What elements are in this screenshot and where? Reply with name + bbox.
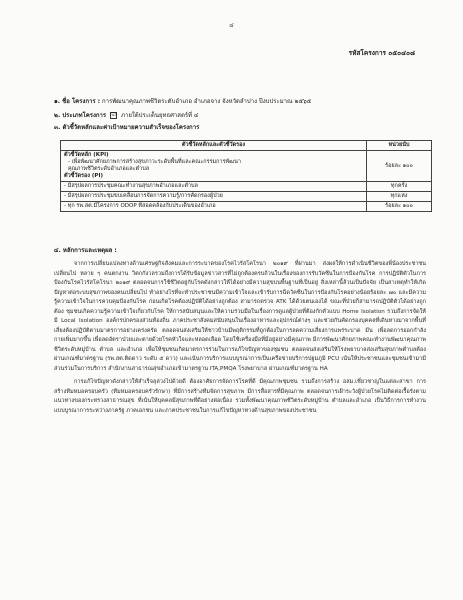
paragraph: จากการเปลี่ยนแปลงทางด้านเศรษฐกิจสังคมและการระบาดของโรคไวรัสโคโรนา ๒๐๑๙ ที่ผ่านมา ส่งผลให้การดำเนินชีวิตของพี่น้องประชาชนเปลี่ยนไป หลาย ๆ คนตกงาน วิตกกังวลรวมถึงการได้รับข้อมูลข่าวสารที่ไม่ถูกต้องครบถ้วนในเรื่องของการรับวัคซีนในการป้องกันโรค การปฏิบัติตัวในการป้องกันโรคไวรัสโคโรนา ๒๐๑๙ ตลอดจนการใช้ชีวิตอยู่กับโรคดังกล่าวให้ได้อย่างมีความสุขบนพื้นฐานที่เป็นอยู่ สิ่งเหล่านี้ล้วนเป็นปัจจัย เป็นสาเหตุทำให้เกิดปัญหาต่อระบบสุขภาพของคนเปลี่ยนไป ทำอย่างไรที่จะทำประชาชนมีความเข้าใจและเข้ารับการฉีดวัคซีนในการป้องกันโรคอย่างน้อยร้อยละ ๗๐ และมีความรู้ความเข้าใจในการควบคุมป้องกันโรค ก่อนเกิดโรคต้องปฏิบัติได้อย่างถูกต้อง สามารถตรวจ ATK ได้ด้วยตนเองได้ ขณะที่ป่วยก็สามารถปฏิบัติตัวได้อย่างถูกต้อง ชุมชนเกิดความรู้ความเข้าใจเกี่ยวกับโรค ให้การสนับสนุนและให้ความร่วมมือในเรื่องการดูแลผู้ป่วยที่ต้องกักตัวแบบ Home Isolation รวมถึงการจัดให้มี Local Isolation องค์กรปกครองส่วนท้องถิ่น ภาคประชาสังคมสนับสนุนในเรื่องอาหารและอุปกรณ์ต่างๆ และช่วยกันคัดกรองบุคคลที่เดินทางมาจากพื้นที่เสี่ยงต้องปฏิบัติตามมาตรการอย่างเคร่งครัด ตลอดจนส่งเสริมให้ชาวบ้านมีพฤติกรรมที่ถูกต้องในการลดความเสี่ยงการแพร่ระบาด มีน เพื่อลดการออกกำลังกายเพิ่มมากขึ้น เพื่อลดอัตราป่วยและตายด้วยโรคหัวใจและหลอดเลือด โดยใช้เครื่องมือที่มีอยู่อย่างมีคุณภาพ มีการพัฒนาศักยภาพคณะทำงานพัฒนาคุณภาพชีวิตระดับหมู่บ้าน ตำบล และอำเภอ เพื่อให้ชุมชนเกิดมาตรการร่วมในการแก้ไขปัญหาของชุมชน ตลอดจนส่งเสริมให้โรงพยาบาลส่งเสริมสุขภาพตำบลต้องผ่านเกณฑ์มาตรฐาน (รพ.สต.ติดดาว ระดับ ๕ ดาว) และเน้นการบริการแบบบูรณาการเป็นเครือข่ายบริการปฐมภูมิ PCU เน้นให้ประชาชนและชุมชนเข้ามามีส่วนร่วมในการบริการ สำนักงานสาธารณสุขอำเภอเข้ามาตรฐาน ITA,PMQA โรงพยาบาล ผ่านเกณฑ์มาตรฐาน HA — [54, 261, 426, 372]
pi-item: - มีสรุปผลการประชุมคณะทำงานสุขภาพอำเภอและตำบล — [61, 182, 367, 192]
table-row — [61, 192, 432, 202]
paragraph: การแก้ไขปัญหาดังกล่าวให้สำเร็จลุล่วงไปด้วยดี ต้องอาศัยการจัดการโรคที่ดี มีคุณภาพชุมชน รวมถึงการสร้าง อสม.เชี่ยวชาญในแต่ละสาขา การสร้างทีมหมอครอบครัว (ทีมหมอครอบครัวรักษา) ที่มีการสร้างทีมจัดการสุขภาพ มีการสื่อสารที่มีคุณภาพ ตลอดจนการเฝ้าระวังผู้ป่วยโรคไม่ติดต่อเรื้อรังตามแนวทางของกระทรวงสาธารณสุข ที่เน้นให้บุคคลมีสุขภาพที่ดีอย่างต่อเนื่อง รวมทั้งพัฒนาคุณภาพชีวิตระดับหมู่บ้าน ตำบลและอำเภอ เป็นวิธีการการทำงานแบบบูรณาการระหว่างภาครัฐ ภาคเอกชน และภาคประชาชนในการแก้ไขปัญหาทางด้านสุขภาพของประชาชน — [54, 379, 426, 414]
section-1-line — [54, 98, 311, 106]
body-text — [54, 260, 426, 416]
project-name: การพัฒนาคุณภาพชีวิตระดับอำเภอ อำเภอจาง จังหวัดลำปาง ปีงบประมาณ ๒๕๖๕ — [101, 98, 312, 105]
table-row — [61, 151, 432, 182]
kpi-header-indicator: ตัวชี้วัดหลักและตัวชี้วัดรอง — [61, 141, 367, 151]
kpi-item: คุณภาพชีวิตระดับอำเภอและตำบล — [68, 166, 150, 172]
section-3-label: ๓. ตัวชี้วัดหลักและค่าเป้าหมายความสำเร็จของโครงการ — [54, 124, 200, 131]
kpi-cell — [61, 151, 367, 182]
section-4-label: ๔. หลักการและเหตุผล : — [54, 247, 117, 254]
project-code: รหัสโครงการ ๐๕๐๔๐๘ — [348, 49, 415, 57]
pi-title: ตัวชี้วัดรอง (PI) — [64, 173, 104, 179]
pi-item: - ทุก รพ.สต.มีโครงการ ODOP ที่สอดคล้องกับประเด็นของอำเภอ — [61, 202, 367, 212]
pi-unit: ร้อยละ ๑๐๐ — [367, 202, 432, 212]
kpi-table-header — [61, 141, 432, 151]
table-row — [61, 202, 432, 212]
checkbox-icon: ☑ — [111, 112, 116, 118]
pi-item: - มีสรุปผลการประชุมขบเคลื่อนการจัดการความรู้/การคัดกรองผู้ป่วย — [61, 192, 367, 202]
section-1-label: ๑. ชื่อ โครงการ : — [54, 98, 101, 105]
kpi-item: - เพื่อพัฒนาศักยภาพการสร้างสุขภาวะระดับพื้นที่และคณะกรรมการพัฒนา — [68, 159, 241, 165]
project-type: ภายใต้ประเด็นยุทธศาสตร์ที่ ๔ — [121, 112, 199, 119]
kpi-header-unit: หน่วยนับ — [367, 141, 432, 151]
pi-unit: ทุกครั้ง — [367, 182, 432, 192]
section-2-line — [54, 112, 198, 120]
kpi-unit: ร้อยละ ๑๐๐ — [367, 151, 432, 182]
pi-unit: ทุกแห่ง — [367, 192, 432, 202]
kpi-title: ตัวชี้วัดหลัก (KPI) — [64, 152, 109, 158]
page-number: ๔ — [229, 22, 234, 29]
section-2-label: ๒. ประเภทโครงการ — [54, 112, 107, 119]
table-row — [61, 182, 432, 192]
kpi-table — [60, 140, 432, 212]
